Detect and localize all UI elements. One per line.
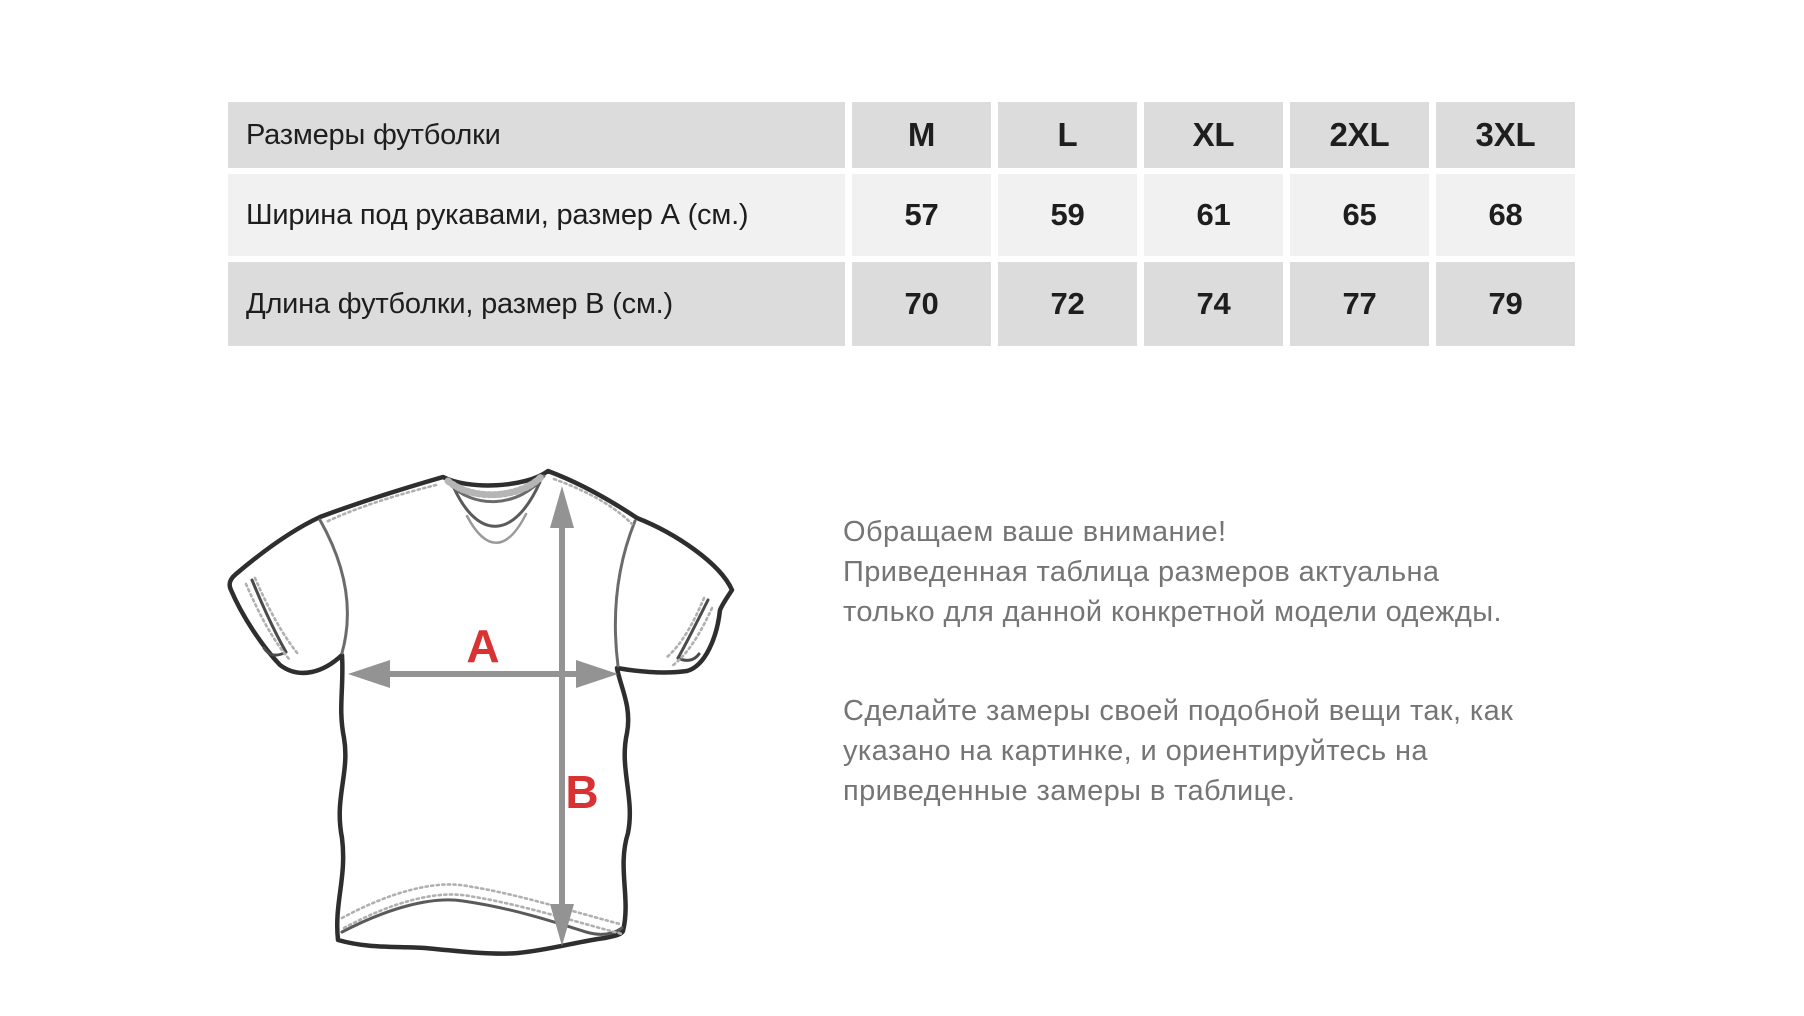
row-label-length: Длина футболки, размер В (см.) <box>228 262 845 346</box>
attention-note-line: Обращаем ваше внимание! <box>843 516 1227 548</box>
width-value-3xl: 68 <box>1436 174 1575 256</box>
length-value-m: 70 <box>852 262 991 346</box>
width-dimension-label: A <box>466 620 500 672</box>
width-value-xl: 61 <box>1144 174 1283 256</box>
size-column-l: L <box>998 102 1137 168</box>
size-column-m: M <box>852 102 991 168</box>
tshirt-drawing <box>220 438 740 978</box>
measuring-note-line: указано на картинке, и ориентируйтесь на <box>843 735 1428 767</box>
length-value-3xl: 79 <box>1436 262 1575 346</box>
measuring-instructions-note <box>843 691 1513 811</box>
attention-note <box>843 512 1502 632</box>
attention-note-line: Приведенная таблица размеров актуальна <box>843 556 1440 588</box>
row-label-width: Ширина под рукавами, размер А (см.) <box>228 174 845 256</box>
width-value-m: 57 <box>852 174 991 256</box>
length-value-xl: 74 <box>1144 262 1283 346</box>
size-column-2xl: 2XL <box>1290 102 1429 168</box>
length-value-l: 72 <box>998 262 1137 346</box>
attention-note-line: только для данной конкретной модели одежды. <box>843 596 1502 628</box>
measuring-note-line: приведенные замеры в таблице. <box>843 775 1296 807</box>
length-dimension-label: B <box>565 766 599 818</box>
size-column-xl: XL <box>1144 102 1283 168</box>
size-table <box>228 102 1575 346</box>
measuring-note-line: Сделайте замеры своей подобной вещи так, как <box>843 695 1514 727</box>
size-column-3xl: 3XL <box>1436 102 1575 168</box>
length-value-2xl: 77 <box>1290 262 1429 346</box>
tshirt-outline <box>230 471 732 954</box>
table-corner-label: Размеры футболки <box>228 102 845 168</box>
width-value-l: 59 <box>998 174 1137 256</box>
tshirt-measurement-diagram <box>220 438 740 978</box>
width-value-2xl: 65 <box>1290 174 1429 256</box>
